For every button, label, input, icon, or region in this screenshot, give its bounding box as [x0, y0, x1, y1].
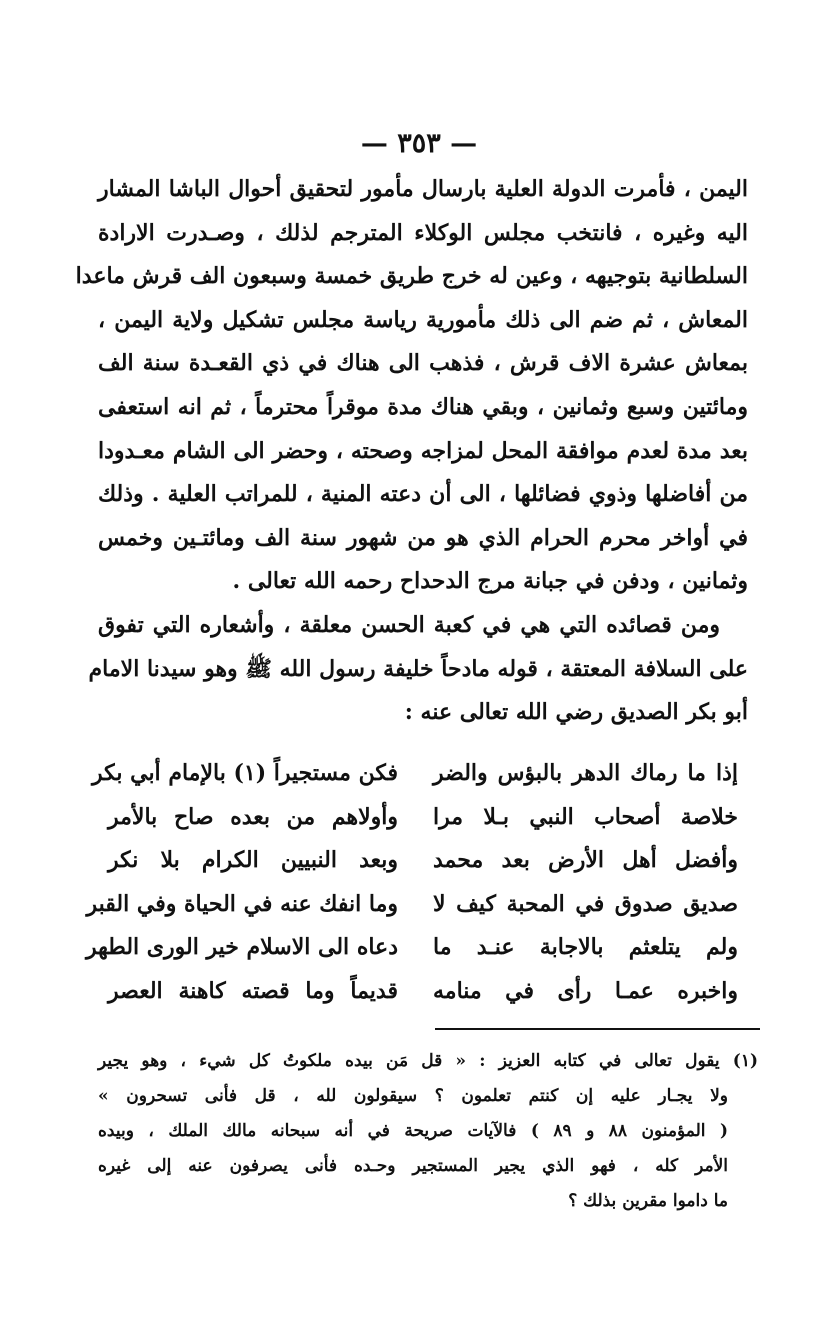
- footnote: [98, 1044, 758, 1219]
- poem: [86, 752, 738, 1014]
- verse-first-hemistich: إذا ما رماك الدهر بالبؤس والضر: [433, 760, 738, 786]
- text-line: من أفاضلها وذوي فضائلها ، الى أن دعته المنية ، للمراتب العلية . وذلك: [98, 481, 748, 508]
- text-line: اليمن ، فأمرت الدولة العلية بارسال مأمور لتحقيق أحوال الباشا المشار: [98, 176, 748, 202]
- text-line: ومن قصائده التي هي في كعبة الحسن معلقة ، وأشعاره التي تفوق: [98, 611, 720, 638]
- text-line: أبو بكر الصديق رضي الله تعالى عنه :: [404, 699, 748, 726]
- verse-first-hemistich: وأفضل أهل الأرض بعد محمد: [433, 847, 738, 874]
- footnote-line: ولا يجـار عليه إن كنتم تعلمون ؟ سيقولون لله ، قل فأنى تسحرون »: [98, 1086, 728, 1106]
- verse-second-hemistich: قديماً وما قصته كاهنة العصر: [108, 977, 398, 1004]
- text-line: بعد مدة لعدم موافقة المحل لمزاجه وصحته ، وحضر الى الشام معـدودا: [98, 437, 748, 464]
- verse-second-hemistich: فكن مستجيراً (١) بالإمام أبي بكر: [92, 760, 398, 786]
- footnote-line: (١) يقول تعالى في كتابه العزيز : « قل مَن بيده ملكوتُ كل شيء ، وهو يجير: [98, 1051, 758, 1071]
- verse-row: [92, 752, 738, 796]
- footnote-line: الأمر كله ، فهو الذي يجير المستجير وحـده فأنى يصرفون عنه إلى غيره: [98, 1156, 728, 1176]
- text-line: في أواخر محرم الحرام الذي هو من شهور سنة الف ومائتـين وخمس: [98, 524, 748, 551]
- footnote-divider: [435, 1028, 760, 1030]
- verse-second-hemistich: وأولاهم من بعده صاح بالأمر: [108, 803, 398, 830]
- text-line: اليه وغيره ، فانتخب مجلس الوكلاء المترجم لذلك ، وصـدرت الارادة: [98, 219, 748, 246]
- verse-second-hemistich: وبعد النبيين الكرام بلا نكر: [108, 847, 398, 874]
- verse-row: [108, 796, 738, 840]
- footnote-line: ( المؤمنون ٨٨ و ٨٩ ) فالآيات صريحة في أنه سبحانه مالك الملك ، وبيده: [98, 1121, 729, 1141]
- text-line: بمعاش عشرة الاف قرش ، فذهب الى هناك في ذي القعـدة سنة الف: [98, 350, 748, 377]
- verse-second-hemistich: وما انفك عنه في الحياة وفي القبر: [86, 890, 398, 917]
- text-line: وثمانين ، ودفن في جبانة مرج الدحداح رحمه الله تعالى .: [232, 568, 748, 595]
- verse-first-hemistich: خلاصة أصحاب النبي بـلا مرا: [433, 803, 738, 830]
- text-line: المعاش ، ثم ضم الى ذلك مأمورية رياسة مجلس تشكيل ولاية اليمن ،: [98, 306, 748, 333]
- text-line: السلطانية بتوجيهه ، وعين له خرج طريق خمسة وسبعون الف قرش ماعدا: [75, 263, 748, 290]
- verse-first-hemistich: ولم يتلعثم بالاجابة عنـد ما: [433, 934, 738, 961]
- verse-row: [86, 926, 738, 970]
- verse-row: [108, 839, 738, 883]
- verse-first-hemistich: صديق صدوق في المحبة كيف لا: [433, 890, 738, 917]
- footnote-line: ما داموا مقرين بذلك ؟: [568, 1191, 728, 1211]
- verse-second-hemistich: دعاه الى الاسلام خير الورى الطهر: [86, 934, 398, 961]
- text-line: على السلافة المعتقة ، قوله مادحاً خليفة رسول الله ﷺ وهو سيدنا الامام: [88, 655, 748, 682]
- text-line: ومائتين وسبع وثمانين ، وبقي هناك مدة موقراً محترماً ، ثم انه استعفى: [98, 393, 748, 420]
- verse-row: [108, 970, 738, 1014]
- verse-row: [86, 883, 738, 927]
- verse-first-hemistich: واخبره عمـا رأى في منامه: [433, 977, 738, 1004]
- page-number: — ٣٥٣ —: [360, 128, 478, 159]
- main-text: [75, 168, 748, 735]
